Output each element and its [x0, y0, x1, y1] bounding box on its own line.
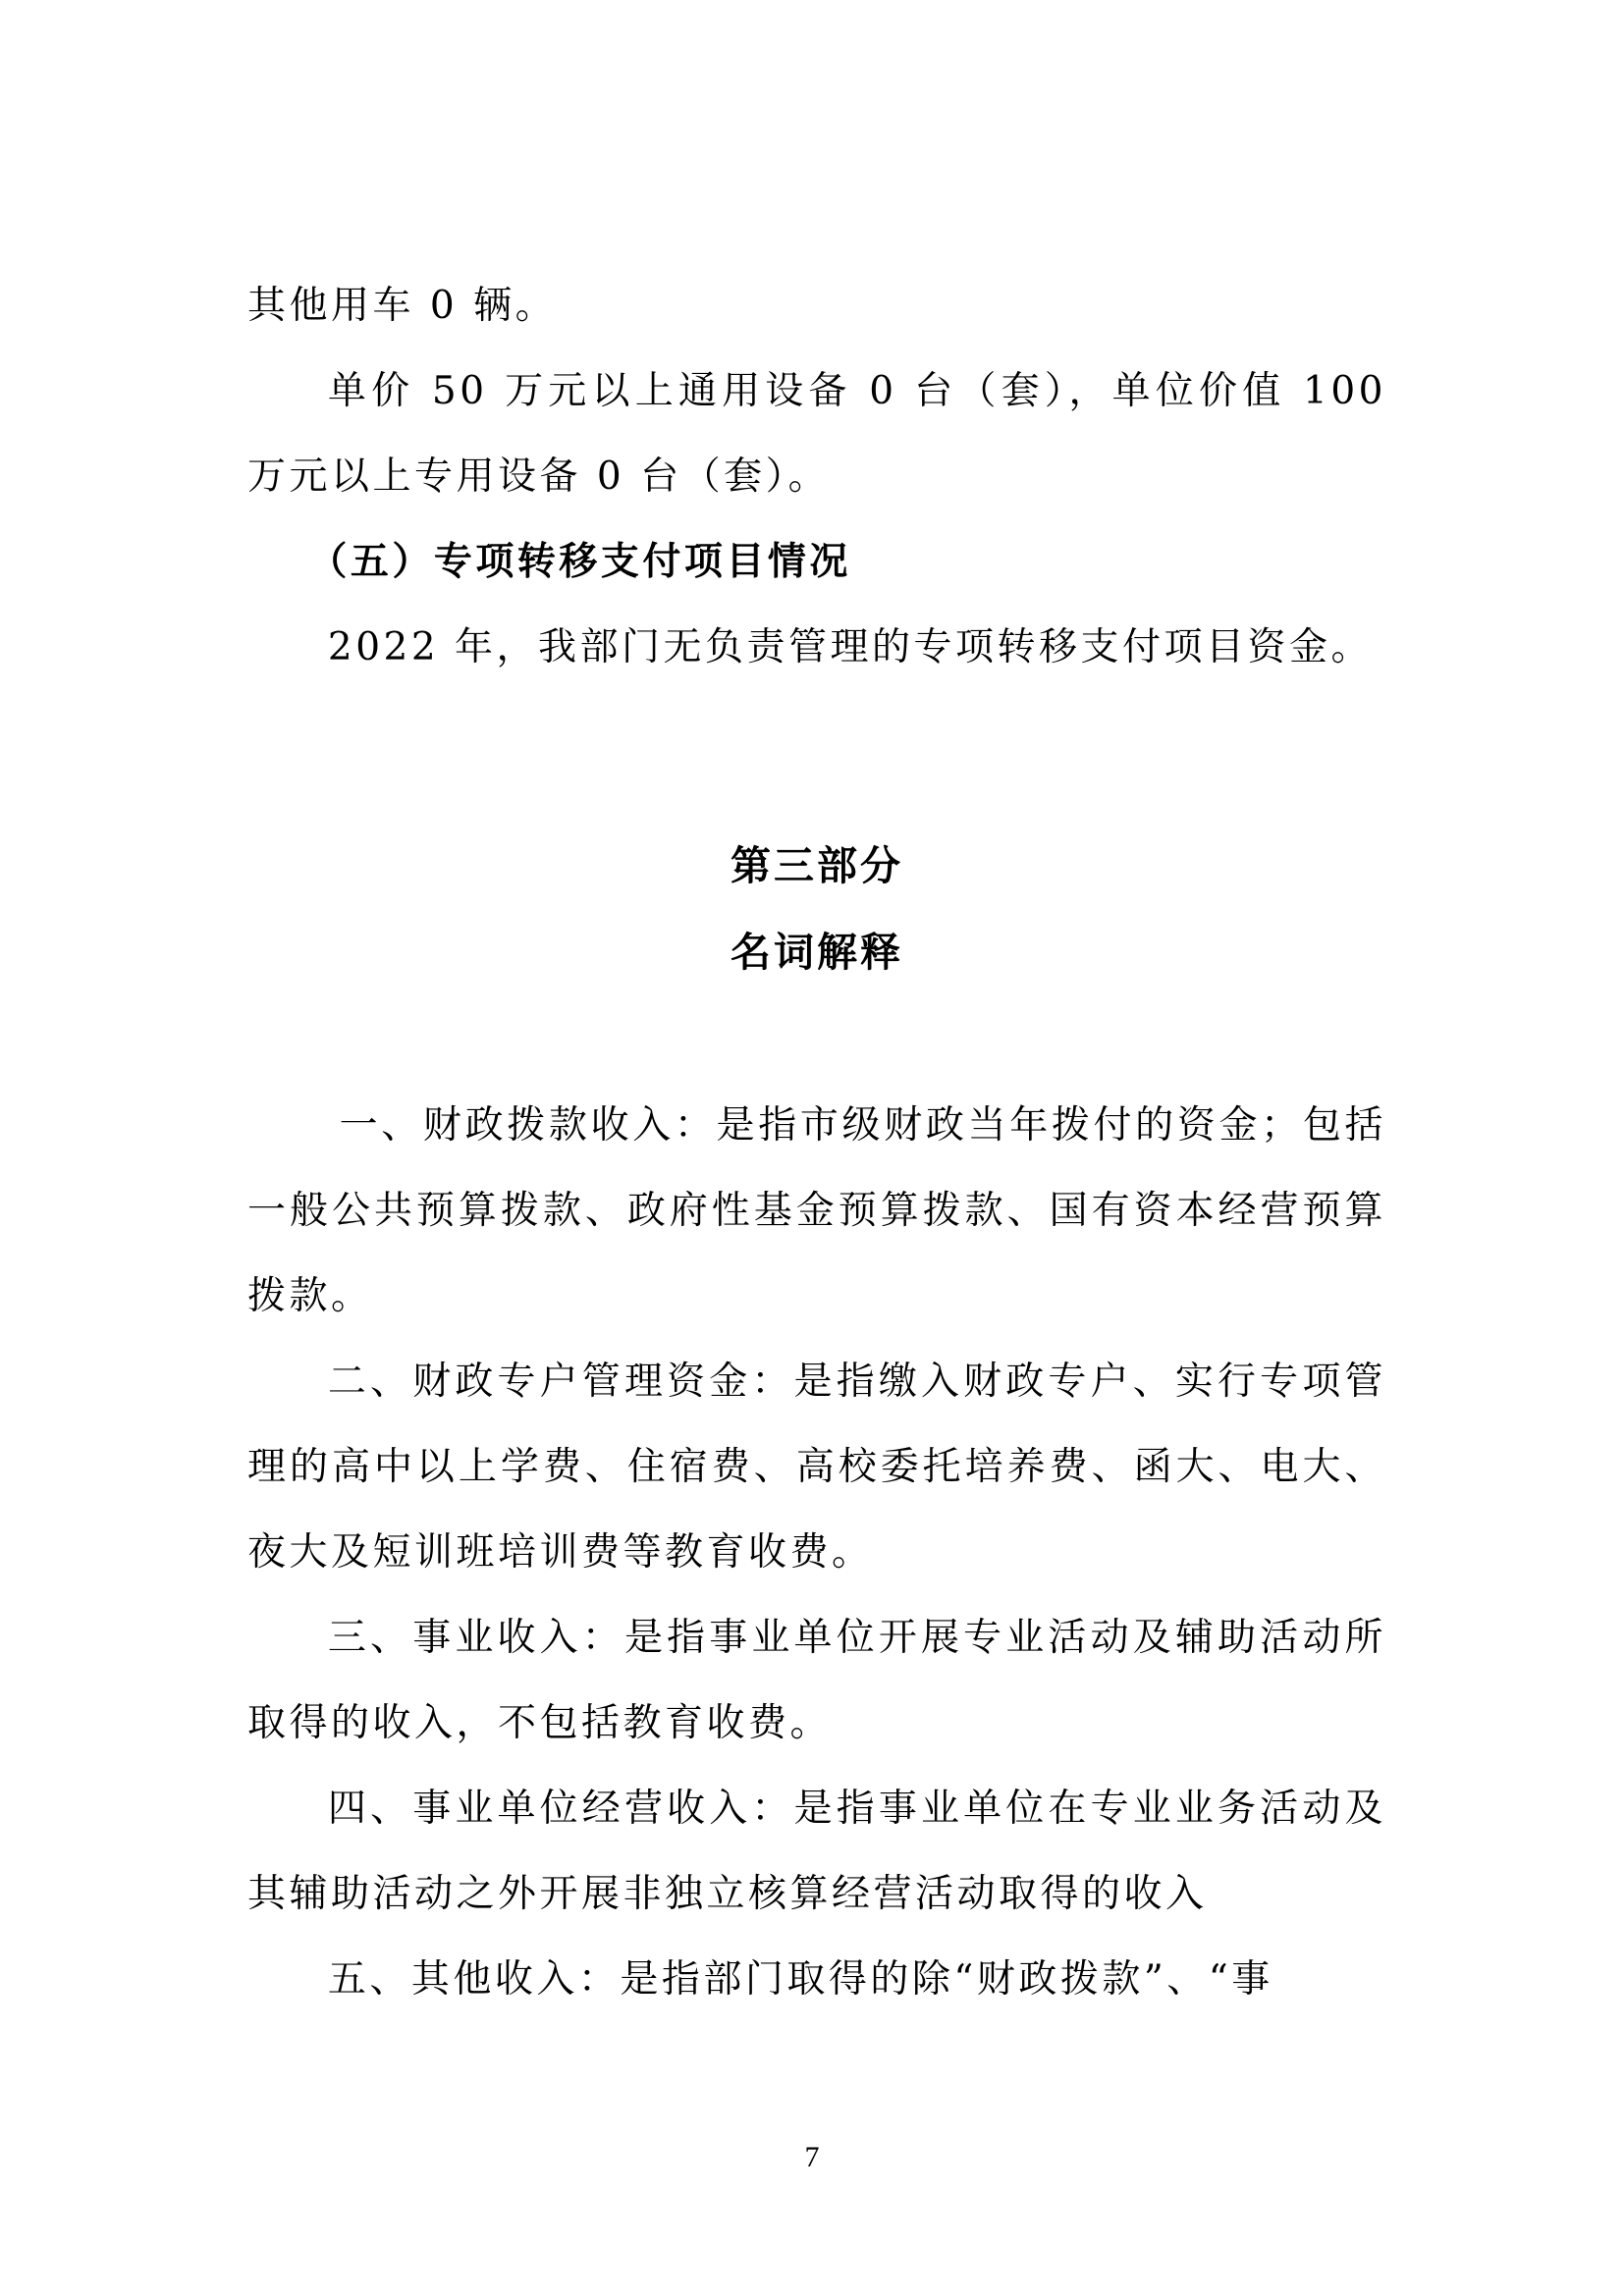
definition-item: 四、事业单位经营收入：是指事业单位在专业业务活动及其辅助活动之外开展非独立核算经营活动取得的收入	[247, 1787, 1386, 1916]
spacer	[247, 995, 1386, 1083]
part-title: 第三部分	[731, 842, 903, 889]
paragraph-equipment: 单价 50 万元以上通用设备 0 台（套），单位价值 100 万元以上专用设备 0 台（套）。	[247, 369, 1386, 499]
definition-item: 二、财政专户管理资金：是指缴入财政专户、实行专项管理的高中以上学费、住宿费、高校委托培养费、函大、电大、夜大及短训班培训费等教育收费。	[247, 1360, 1386, 1575]
page-content	[247, 263, 1386, 2022]
section-heading-special-transfer: （五）专项转移支付项目情况	[308, 540, 851, 584]
paragraph-special-transfer: 2022 年，我部门无负责管理的专项转移支付项目资金。	[327, 625, 1374, 669]
part-subtitle: 名词解释	[731, 929, 903, 976]
definition-item: 一、财政拨款收入：是指市级财政当年拨付的资金；包括一般公共预算拨款、政府性基金预算拨款、国有资本经营预算拨款。	[247, 1103, 1386, 1318]
paragraph-other-vehicles: 其他用车 0 辆。	[247, 284, 558, 328]
spacer	[247, 690, 1386, 823]
page-number: 7	[804, 2141, 820, 2173]
definition-item: 三、事业收入：是指事业单位开展专业活动及辅助活动所取得的收入，不包括教育收费。	[247, 1616, 1386, 1745]
definition-item: 五、其他收入：是指部门取得的除“财政拨款”、“事	[327, 1957, 1273, 2002]
